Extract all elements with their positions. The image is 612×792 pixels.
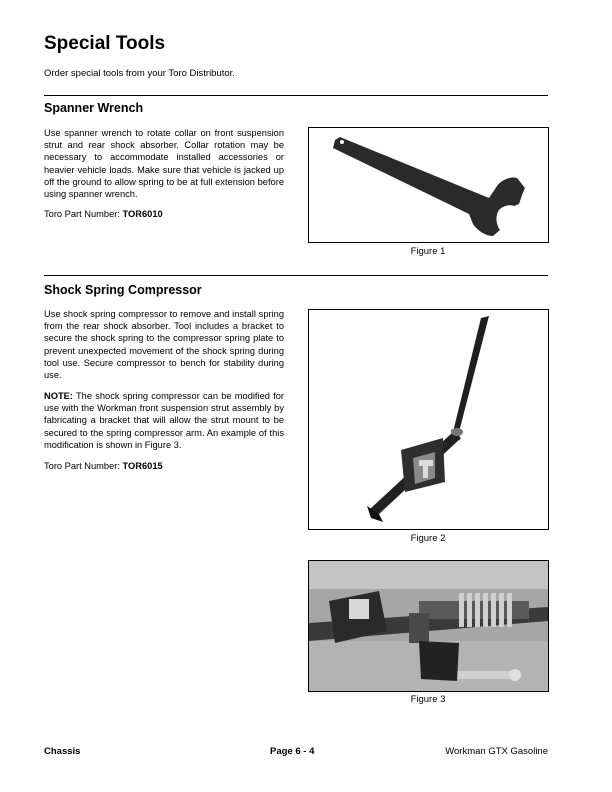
- spanner-wrench-illustration: [309, 128, 548, 242]
- note-label: NOTE:: [44, 391, 73, 401]
- front-strut-modification-photo: [309, 561, 548, 691]
- section-divider: [44, 95, 548, 96]
- spanner-part-number: [44, 208, 284, 220]
- compressor-part-number: [44, 460, 284, 472]
- footer-section: Chassis: [44, 746, 81, 757]
- figure-3-caption: Figure 3: [410, 694, 446, 705]
- intro-text: Order special tools from your Toro Distributor.: [44, 68, 235, 79]
- figure-2-caption: Figure 2: [410, 533, 446, 544]
- part-number: TOR6015: [122, 461, 163, 471]
- spanner-description: Use spanner wrench to rotate collar on front suspension strut and rear shock absorber. Collar rotation may be necessary to accommodate installed accessories or heavier vehicle loads. Make sure that vehicle is jacked up off the ground to allow spring to be at full extension before using spanner wrench.: [44, 128, 284, 200]
- footer-manual-title: Workman GTX Gasoline: [445, 746, 548, 757]
- figure-1-image: [308, 127, 549, 243]
- compressor-description: Use shock spring compressor to remove and install spring from the rear shock absorber. Tool includes a bracket to secure the shock spring to the compressor spring plate to prevent unexpected movement of the shock spring during tool use. Secure compressor to bench for stability during use.: [44, 309, 284, 381]
- part-label: Toro Part Number:: [44, 461, 123, 471]
- footer-page-number: Page 6 - 4: [270, 746, 315, 757]
- page-title: Special Tools: [44, 33, 166, 54]
- compressor-note: [44, 390, 284, 451]
- spring-compressor-illustration: [309, 310, 548, 529]
- figure-2-image: [308, 309, 549, 530]
- figure-1-caption: Figure 1: [410, 246, 446, 257]
- compressor-heading: Shock Spring Compressor: [44, 283, 202, 297]
- part-number: TOR6010: [122, 209, 163, 219]
- part-label: Toro Part Number:: [44, 209, 123, 219]
- figure-3-image: [308, 560, 549, 692]
- section-divider: [44, 275, 548, 276]
- note-body: The shock spring compressor can be modified for use with the Workman front suspension strut assembly by fabricating a bracket that will allow the strut mount to be secured to the spring compressor arm. An example of this modification is shown in Figure 3.: [44, 391, 284, 450]
- spanner-heading: Spanner Wrench: [44, 101, 144, 115]
